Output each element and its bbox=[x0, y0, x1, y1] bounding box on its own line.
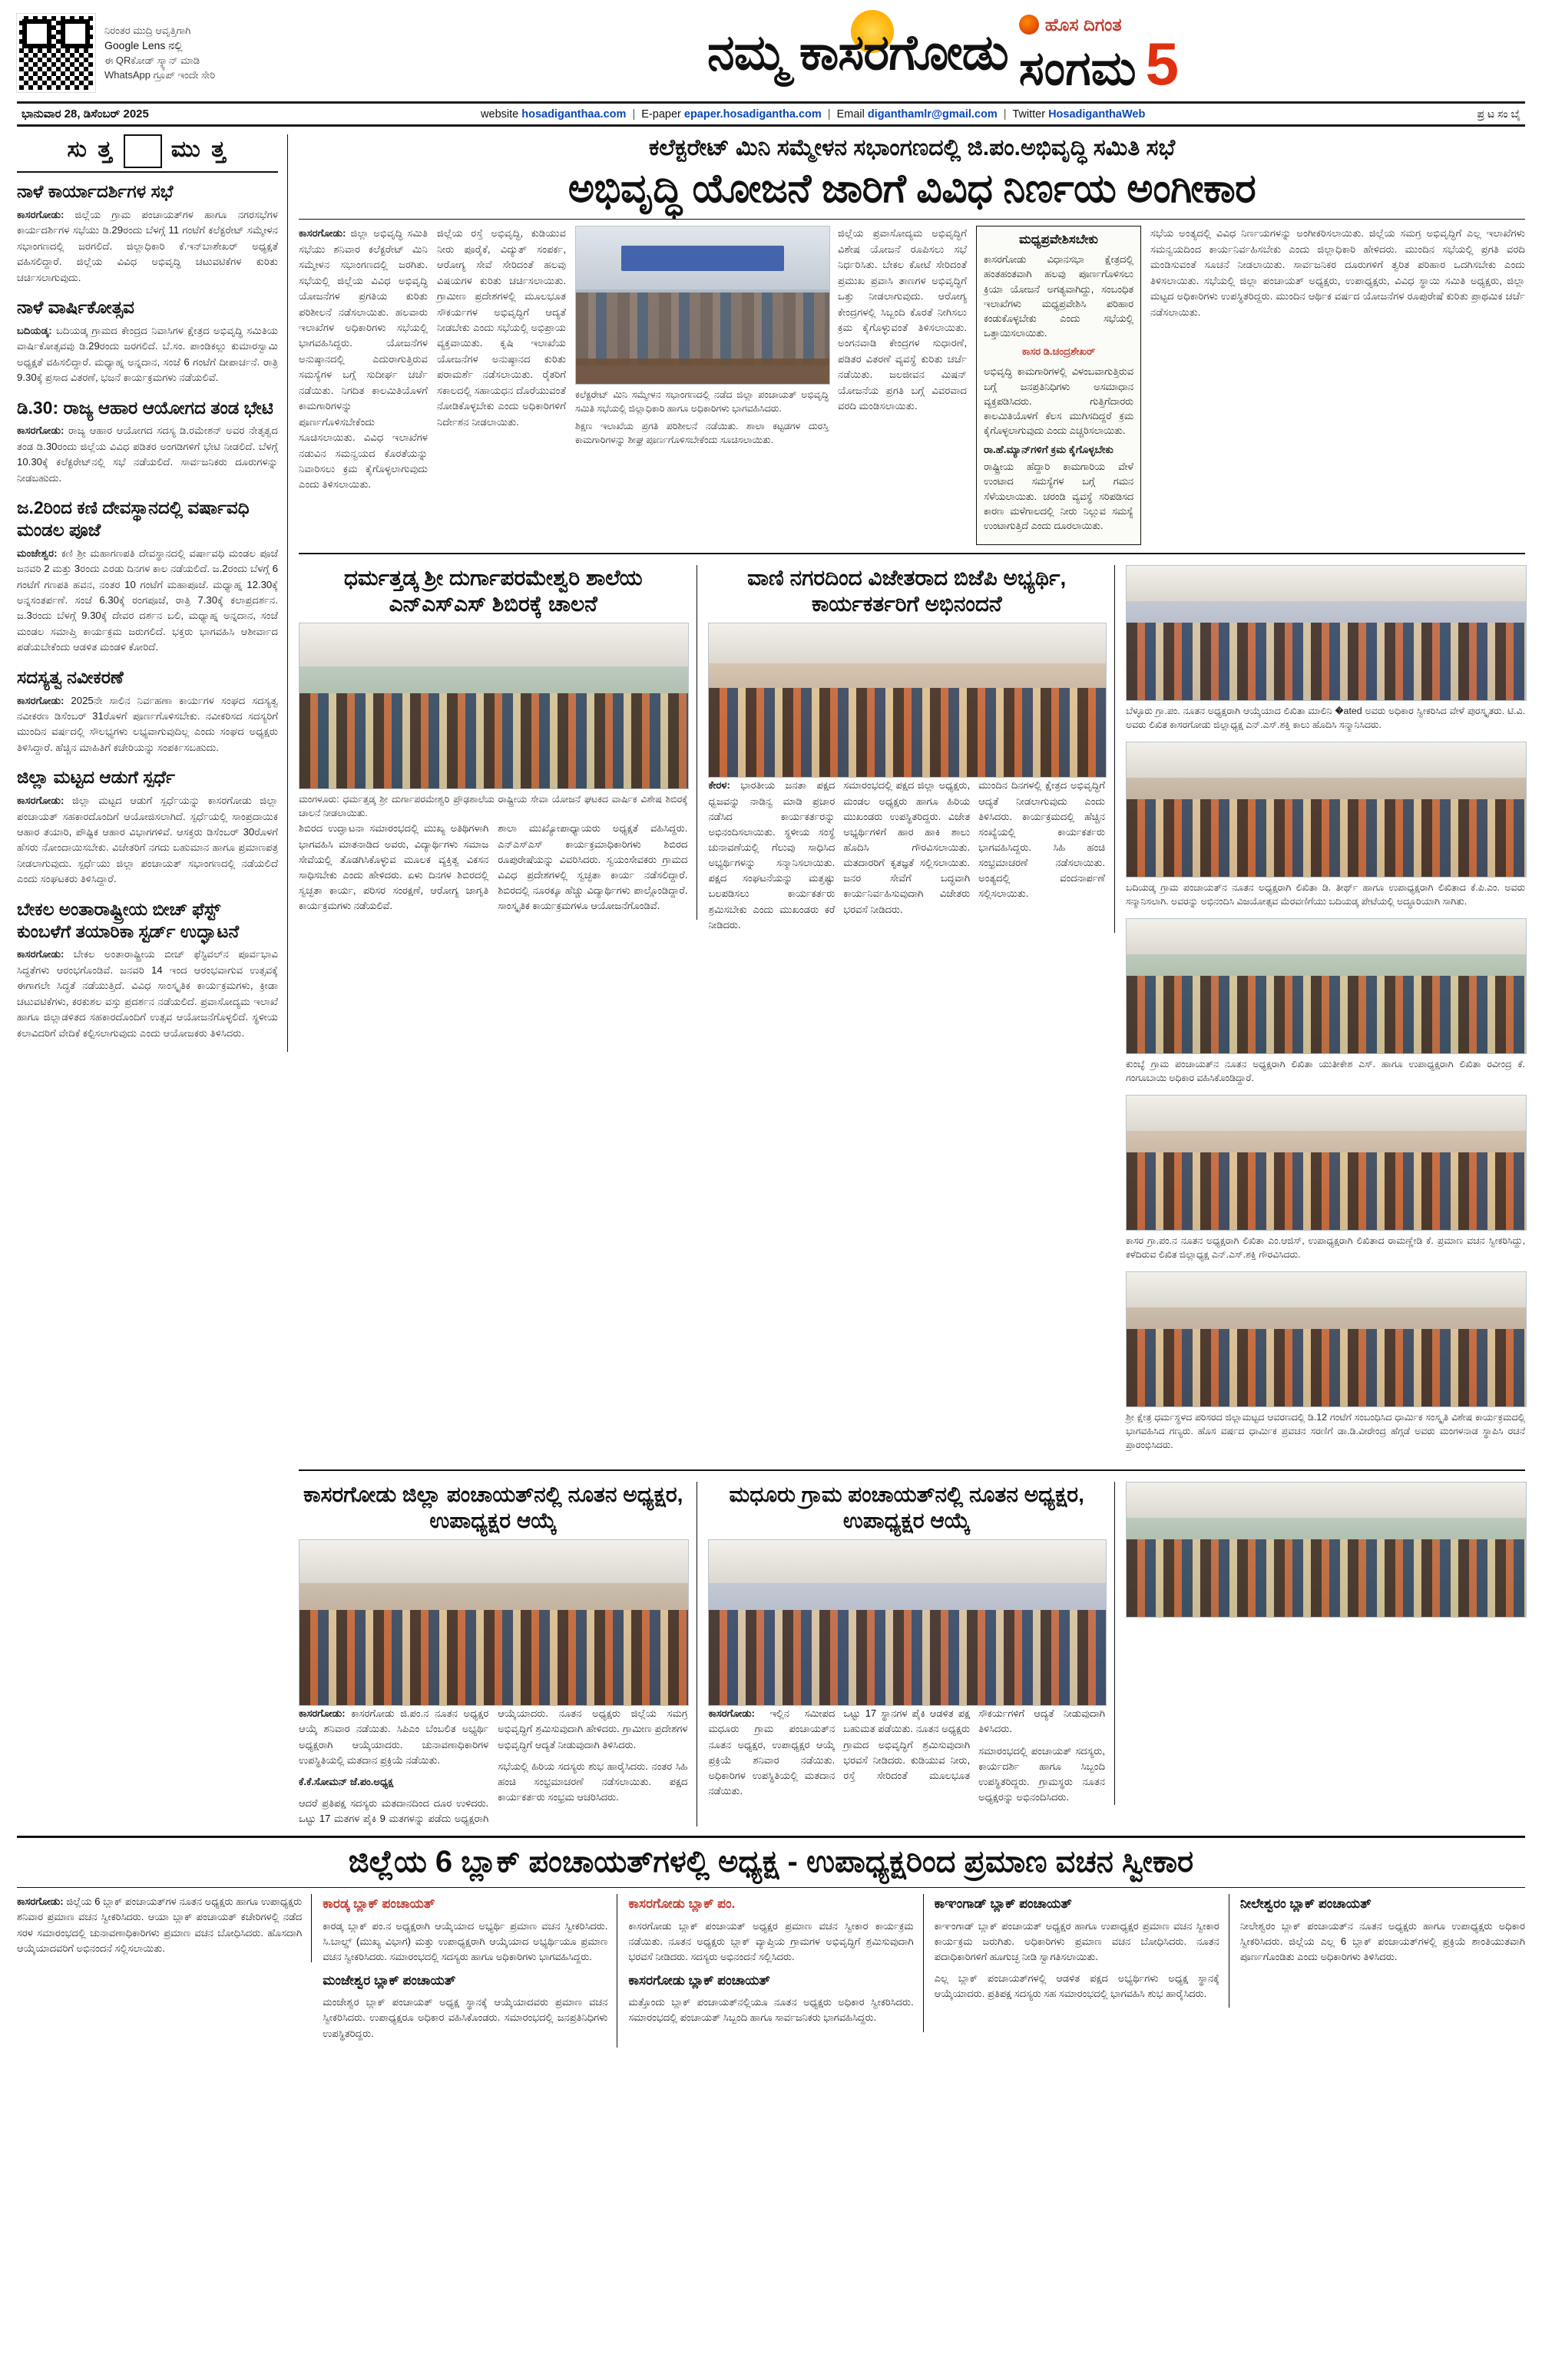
brief-body: ಜಿಲ್ಲಾ ಮಟ್ಟದ ಆಡುಗೆ ಸ್ಪರ್ಧೆಯನ್ನು ಕಾಸರಗೋಡು ಜಿಲ್ಲಾ ಪಂಚಾಯತ್ ಸಹಕಾರದೊಂದಿಗೆ ಆಯೋಜಿಸಲಾಗಿದೆ. ಸ್ಪರ್ಧೆಯಲ್ಲಿ ಸಾಂಪ್ರದಾಯಿಕ ಆಹಾರ ತಯಾರಿ, ಪೌಷ್ಟಿಕ ಆಹಾರ ವಿಭಾಗಗಳಿವೆ. ಆಸಕ್ತರು ಡಿಸೆಂಬರ್ 30ರೊಳಗೆ ಹೆಸರು ನೋಂದಾಯಿಸಬೇಕು. ವಿಜೇತರಿಗೆ ನಗದು ಬಹುಮಾನ ಹಾಗೂ ಪ್ರಮಾಣಪತ್ರ ನೀಡಲಾಗುವುದು. ಸ್ಪರ್ಧೆಯು ಜಿಲ್ಲಾ ಪಂಚಾಯತ್ ಸಭಾಂಗಣದಲ್ಲಿ ನಡೆಯಲಿದೆ ಎಂದು ಸಂಘಟಕರು ತಿಳಿಸಿದ್ದಾರೆ. bbox=[17, 795, 278, 885]
story-para-1: ಇಲ್ಲಿನ ಸಮೀಪದ ಮಧೂರು ಗ್ರಾಮ ಪಂಚಾಯತ್‌ನ ನೂತನ ಅಧ್ಯಕ್ಷರ, ಉಪಾಧ್ಯಕ್ಷರ ಆಯ್ಕೆ ಪ್ರಕ್ರಿಯೆ ಶನಿವಾರ ನಡೆಯಿತು. ಅಧಿಕಾರಿಗಳ ಉಪಸ್ಥಿತಿಯಲ್ಲಿ ಮತದಾನ ನಡೆಯಿತು. bbox=[708, 1707, 836, 1797]
bottom-column-3 bbox=[628, 1894, 923, 2031]
story-headline: ಕಾಸರಗೋಡು ಜಿಲ್ಲಾ ಪಂಚಾಯತ್‌ನಲ್ಲಿ ನೂತನ ಅಧ್ಯಕ್ಷರ, ಉಪಾಧ್ಯಕ್ಷರ ಆಯ್ಕೆ bbox=[303, 1483, 683, 1532]
brief-heading: ಜಿಲ್ಲಾ ಮಟ್ಟದ ಆಡುಗೆ ಸ್ಪರ್ಧೆ bbox=[17, 767, 175, 788]
bottom-story[interactable] bbox=[17, 1844, 1525, 2048]
list-item[interactable] bbox=[1126, 918, 1525, 1086]
story-body bbox=[708, 1706, 1105, 1805]
photo-caption: ಬೆಳ್ಳೂರು ಗ್ರಾ.ಪಂ. ನೂತನ ಅಧ್ಯಕ್ಷರಾಗಿ ಆಯ್ಕೆಯಾದ ಲಿಖಿತಾ ಮಾಲಿನಿ �ated ಅವರು ಅಧಿಕಾರ ಸ್ವೀಕರಿಸಿದ ವೇಳೆ ಪುರಸ್ಕೃತರು. ಟಿ.ವಿ. ಅವರು ಲಿಖಿತ ಕಾಸರಗೋಡು ಜಿಲ್ಲಾಧ್ಯಕ್ಷ ಎನ್.ಎಸ್.ಶಕ್ತಿ ಕಾಲು ಹೊದಿಸಿ ಸನ್ಮಾನಿಸಿದರು. bbox=[1126, 706, 1525, 731]
block-text: ಮತ್ತೊಂದು ಬ್ಲಾಕ್ ಪಂಚಾಯತ್‌ನಲ್ಲಿಯೂ ನೂತನ ಅಧ್ಯಕ್ಷರು ಅಧಿಕಾರ ಸ್ವೀಕರಿಸಿದರು. ಸಮಾರಂಭದಲ್ಲಿ ಪಂಚಾಯತ್ ಸಿಬ್ಬಂದಿ ಹಾಗೂ ಸಾರ್ವಜನಿಕರು ಭಾಗವಹಿಸಿದ್ದರು. bbox=[628, 1996, 914, 2024]
photo-caption: ಕಾಸರ ಗ್ರಾ.ಪಂ.ನ ನೂತನ ಅಧ್ಯಕ್ಷರಾಗಿ ಲಿಖಿತಾ ಎಂ.ಆಜಿಸ್, ಉಪಾಧ್ಯಕ್ಷರಾಗಿ ಲಿಖಿತಾದ ರಾಮಣ್ಣೇಡಿ ಕೆ. ಪ್ರಮಾಣ ವಚನ ಸ್ವೀಕರಿಸಿದ್ದು, ಕಳೆದಿರುವ ಲಿಖಿತ ಜಿಲ್ಲಾಧ್ಯಕ್ಷ ಎನ್.ಎಸ್.ಶಕ್ತಿ ಗೌರವಿಸಿದರು. bbox=[1126, 1235, 1525, 1261]
story-headline: ವಾಣಿ ನಗರದಿಂದ ವಿಜೇತರಾದ ಬಿಜೆಪಿ ಅಭ್ಯರ್ಥಿ, ಕಾರ್ಯಕರ್ತರಿಗೆ ಅಭಿನಂದನೆ bbox=[747, 566, 1067, 616]
epaper-label: E-paper bbox=[641, 107, 681, 121]
brief-heading: ನಾಳೆ ವಾರ್ಷಿಕೋತ್ಸವ bbox=[17, 297, 134, 318]
brief-dateline: ಮಂಜೇಶ್ವರ: bbox=[17, 547, 58, 559]
box-para-2: ರಾಷ್ಟ್ರೀಯ ಹೆದ್ದಾರಿ ಕಾಮಗಾರಿಯ ವೇಳೆ ಉಂಟಾದ ಸಮಸ್ಯೆಗಳ ಬಗ್ಗೆ ಗಮನ ಸೆಳೆಯಲಾಯಿತು. ಚರಂಡಿ ವ್ಯವಸ್ಥೆ ಸರಿಪಡಿಸದ ಕಾರಣ ಮಳೆಗಾಲದಲ್ಲಿ ನೀರು ನಿಲ್ಲುವ ಸಮಸ್ಯೆ ಉಂಟಾಗುತ್ತಿದೆ ಎಂದು ದೂರಲಾಯಿತು. bbox=[984, 461, 1133, 532]
bottom-column-4 bbox=[935, 1894, 1229, 2008]
flame-icon bbox=[1019, 15, 1039, 35]
bottom-columns bbox=[17, 1894, 1525, 2048]
block-text: ಕಾಞಂಗಾಡ್ ಬ್ಲಾಕ್ ಪಂಚಾಯತ್ ಅಧ್ಯಕ್ಷರ ಹಾಗೂ ಉಪಾಧ್ಯಕ್ಷರ ಪ್ರಮಾಣ ವಚನ ಸ್ವೀಕಾರ ಕಾರ್ಯಕ್ರಮ ಜರುಗಿತು. ಅಧಿಕಾರಿಗಳು ಪ್ರಮಾಣ ವಚನ ಬೋಧಿಸಿದರು. ನೂತನ ಪದಾಧಿಕಾರಿಗಳಿಗೆ ಹೂಗುಚ್ಛ ನೀಡಿ ಸ್ವಾಗತಿಸಲಾಯಿತು. bbox=[934, 1919, 1219, 1962]
brand-block bbox=[1018, 14, 1180, 98]
block-title: ಮಂಜೇಶ್ವರ ಬ್ಲಾಕ್ ಪಂಚಾಯತ್ bbox=[323, 1973, 456, 1988]
brief-text bbox=[17, 423, 278, 486]
twitter-label: Twitter bbox=[1012, 107, 1046, 121]
brief-heading: ನಾಳೆ ಕಾರ್ಯಾದರ್ಶಿಗಳ ಸಭೆ bbox=[17, 181, 174, 201]
qr-block bbox=[17, 14, 347, 92]
felicitation-photo bbox=[1126, 565, 1527, 701]
brief-dateline: ಕಾಸರಗೋಡು: bbox=[17, 208, 65, 220]
block-title: ಕಾಸರಗೋಡು ಬ್ಲಾಕ್ ಪಂಚಾಯತ್ bbox=[628, 1973, 770, 1988]
block-text: ಕಾರಡ್ಕ ಬ್ಲಾಕ್ ಪಂ.ನ ಅಧ್ಯಕ್ಷರಾಗಿ ಆಯ್ಕೆಯಾದ ಅಭ್ಯರ್ಥಿ ಪ್ರಮಾಣ ವಚನ ಸ್ವೀಕರಿಸಿದರು. ಸಿ.ಬಾಲ್ಡ್ (ಮುಖ್ಯ ವಿಭಾಗ) ಮತ್ತು ಉಪಾಧ್ಯಕ್ಷರಾಗಿ ಆಯ್ಕೆಯಾದ ಅಭ್ಯರ್ಥಿಯೂ ಪ್ರಮಾಣ ವಚನ ಸ್ವೀಕರಿಸಿದರು. ಸಮಾರಂಭದಲ್ಲಿ ಸದಸ್ಯರು ಹಾಗೂ ಅಧಿಕಾರಿಗಳು ಭಾಗವಹಿಸಿದ್ದರು. bbox=[323, 1919, 608, 1962]
brief-text bbox=[17, 207, 278, 286]
stage-photo bbox=[299, 623, 689, 789]
lead-col2-text: ಜಿಲ್ಲೆಯ ರಸ್ತೆ ಅಭಿವೃದ್ಧಿ, ಕುಡಿಯುವ ನೀರು ಪೂರೈಕೆ, ವಿದ್ಯುತ್ ಸಂಪರ್ಕ, ಆರೋಗ್ಯ ಸೇವೆ ಸೇರಿದಂತೆ ಹಲವು ವಿಷಯಗಳ ಕುರಿತು ಚರ್ಚಿಸಲಾಯಿತು. ಗ್ರಾಮೀಣ ಪ್ರದೇಶಗಳಲ್ಲಿ ಮೂಲಭೂತ ಸೌಕರ್ಯಗಳ ಅಭಿವೃದ್ಧಿಗೆ ಆದ್ಯತೆ ನೀಡಬೇಕು ಎಂದು ಸಭೆಯಲ್ಲಿ ಅಭಿಪ್ರಾಯ ವ್ಯಕ್ತವಾಯಿತು. ಕೃಷಿ ಇಲಾಖೆಯ ಯೋಜನೆಗಳ ಅನುಷ್ಠಾನದ ಕುರಿತು ಪರಾಮರ್ಶೆ ನಡೆಸಲಾಯಿತು. ರೈತರಿಗೆ ಸಕಾಲದಲ್ಲಿ ಸಹಾಯಧನ ದೊರೆಯುವಂತೆ ನೋಡಿಕೊಳ್ಳಬೇಕು ಎಂದು ಅಧಿಕಾರಿಗಳಿಗೆ ನಿರ್ದೇಶನ ನೀಡಲಾಯಿತು. bbox=[437, 227, 566, 428]
council-photo bbox=[708, 1539, 1107, 1706]
brief-heading: ಬೇಕಲ ಅಂತಾರಾಷ್ಟ್ರೀಯ ಬೀಚ್ ಫೆಸ್ಟ್ ಕುಂಬಳೆಗೆ ತಯಾರಿಕಾ ಸ್ಟರ್ಡ್ ಉದ್ಘಾಟನೆ bbox=[17, 898, 240, 941]
mid-section bbox=[299, 565, 1525, 1462]
bottom-column-2 bbox=[323, 1894, 617, 2048]
block-title: ಕಾಞಂಗಾಡ್ ಬ್ಲಾಕ್ ಪಂಚಾಯತ್ bbox=[934, 1896, 1072, 1912]
divider bbox=[17, 1836, 1525, 1838]
brief-heading: ಜ.2ರಿಂದ ಕಣಿ ದೇವಸ್ಥಾನದಲ್ಲಿ ವರ್ಷಾವಧಿ ಮಂಡಲ ಪೂಜೆ bbox=[17, 497, 250, 540]
box-para-1: ಅಭಿವೃದ್ಧಿ ಕಾಮಗಾರಿಗಳಲ್ಲಿ ವಿಳಂಬವಾಗುತ್ತಿರುವ ಬಗ್ಗೆ ಜನಪ್ರತಿನಿಧಿಗಳು ಅಸಮಾಧಾನ ವ್ಯಕ್ತಪಡಿಸಿದರು. ಗುತ್ತಿಗೆದಾರರು ಕಾಲಮಿತಿಯೊಳಗೆ ಕೆಲಸ ಮುಗಿಸದಿದ್ದರೆ ಕ್ರಮ ಕೈಗೊಳ್ಳಲಾಗುವುದು ಎಂದು ಎಚ್ಚರಿಸಲಾಯಿತು. bbox=[984, 365, 1133, 437]
brief-dateline: ಕಾಸರಗೋಡು: bbox=[17, 795, 65, 807]
page-body bbox=[17, 134, 1525, 1826]
lead-column-1 bbox=[299, 226, 428, 545]
story-headline: ಮಧೂರು ಗ್ರಾಮ ಪಂಚಾಯತ್‌ನಲ್ಲಿ ನೂತನ ಅಧ್ಯಕ್ಷರ, ಉಪಾಧ್ಯಕ್ಷರ ಆಯ್ಕೆ bbox=[729, 1483, 1084, 1532]
email-label: Email bbox=[836, 107, 865, 121]
story-para-2: ಸಮಾರಂಭದಲ್ಲಿ ಪಕ್ಷದ ಜಿಲ್ಲಾ ಅಧ್ಯಕ್ಷರು, ಮಂಡಲ ಅಧ್ಯಕ್ಷರು ಹಾಗೂ ಹಿರಿಯ ಮುಖಂಡರು ಉಪಸ್ಥಿತರಿದ್ದರು. ವಿಜೇತ ಅಭ್ಯರ್ಥಿಗಳಿಗೆ ಹಾರ ಹಾಕಿ ಶಾಲು ಹೊದಿಸಿ ಗೌರವಿಸಲಾಯಿತು. ಮತದಾರರಿಗೆ ಕೃತಜ್ಞತೆ ಸಲ್ಲಿಸಲಾಯಿತು. ಜನರ ಸೇವೆಗೆ ಬದ್ಧವಾಗಿ ಕಾರ್ಯನಿರ್ವಹಿಸುವುದಾಗಿ ವಿಜೇತರು ಭರವಸೆ ನೀಡಿದರು. bbox=[843, 779, 971, 915]
story-body bbox=[708, 778, 1105, 932]
list-item[interactable] bbox=[17, 497, 278, 656]
story-para-2: ಒಟ್ಟು 17 ಸ್ಥಾನಗಳ ಪೈಕಿ ಆಡಳಿತ ಪಕ್ಷ ಬಹುಮತ ಪಡೆಯಿತು. ನೂತನ ಅಧ್ಯಕ್ಷರು ಗ್ರಾಮದ ಅಭಿವೃದ್ಧಿಗೆ ಶ್ರಮಿಸುವುದಾಗಿ ಭರವಸೆ ನೀಡಿದರು. ಕುಡಿಯುವ ನೀರು, ರಸ್ತೆ ಸೇರಿದಂತೆ ಮೂಲಭೂತ ಸೌಕರ್ಯಗಳಿಗೆ ಆದ್ಯತೆ ನೀಡುವುದಾಗಿ ತಿಳಿಸಿದರು. bbox=[843, 1707, 1105, 1781]
publication-date: ಭಾನುವಾರ 28, ಡಿಸೆಂಬರ್ 2025 bbox=[22, 107, 149, 121]
brand-top-label: ಹೊಸ ದಿಗಂತ bbox=[1044, 14, 1122, 35]
brief-text bbox=[17, 323, 278, 386]
speech-photo bbox=[299, 1539, 689, 1706]
story-zp-president[interactable] bbox=[299, 1482, 697, 1826]
brief-body: ಬೇಕಲ ಅಂತಾರಾಷ್ಟ್ರೀಯ ಬೀಚ್ ಫೆಸ್ಟಿವಲ್‌ನ ಪೂರ್ವಭಾವಿ ಸಿದ್ಧತೆಗಳು ಆರಂಭಗೊಂಡಿವೆ. ಜನವರಿ 14 ಇಂದ ಆರಂಭವಾಗುವ ಉತ್ಸವಕ್ಕೆ ಈಗಾಗಲೇ ಸಿದ್ಧತೆ ನಡೆಯುತ್ತಿದೆ. ವಿವಿಧ ಸಾಂಸ್ಕೃತಿಕ ಕಾರ್ಯಕ್ರಮಗಳು, ಕ್ರೀಡಾ ಚಟುವಟಿಕೆಗಳು, ಕರಕುಶಲ ವಸ್ತು ಪ್ರದರ್ಶನ ನಡೆಯಲಿದೆ. ಪ್ರವಾಸೋದ್ಯಮ ಇಲಾಖೆ ಹಾಗೂ ಜಿಲ್ಲಾಡಳಿತದ ಸಹಕಾರದೊಂದಿಗೆ ಉತ್ಸವ ಆಯೋಜನೆಗೊಳ್ಳಲಿದೆ. ಸ್ಥಳೀಯ ಕಲಾವಿದರಿಗೆ ವೇದಿಕೆ ಕಲ್ಪಿಸಲಾಗುವುದು ಎಂದು ಆಯೋಜಕರು ತಿಳಿಸಿದರು. bbox=[17, 948, 278, 1039]
lead-kicker: ಕಲೆಕ್ಟರೇಟ್ ಮಿನಿ ಸಮ್ಮೇಳನ ಸಭಾಂಗಣದಲ್ಲಿ ಜಿ.ಪಂ.ಅಭಿವೃದ್ಧಿ ಸಮಿತಿ ಸಭೆ bbox=[648, 135, 1176, 160]
brief-body: ಕಣಿ ಶ್ರೀ ಮಹಾಗಣಪತಿ ದೇವಸ್ಥಾನದಲ್ಲಿ ವರ್ಷಾವಧಿ ಮಂಡಲ ಪೂಜೆ ಜನವರಿ 2 ಮತ್ತು 3ರಂದು ಎರಡು ದಿನಗಳ ಕಾಲ ನಡೆಯಲಿದೆ. ಜ.2ರಂದು ಬೆಳಗ್ಗೆ 6 ಗಂಟೆಗೆ ಗಣಪತಿ ಹವನ, ನಂತರ 10 ಗಂಟೆಗೆ ಮಹಾಪೂಜೆ. ಮಧ್ಯಾಹ್ನ 12.30ಕ್ಕೆ ಅನ್ನಸಂತರ್ಪಣೆ. ಸಂಜೆ 6.30ಕ್ಕೆ ರಂಗಪೂಜೆ, ರಾತ್ರಿ 7.30ಕ್ಕೆ ಕಲಾಪ್ರದರ್ಶನ. ಜ.3ರಂದು ಬೆಳಗ್ಗೆ 9.30ಕ್ಕೆ ದೇವರ ದರ್ಶನ ಬಲಿ, ಮಧ್ಯಾಹ್ನ ಅನ್ನದಾನ, ಸಂಜೆ ಮಂಡಲ ಸಮಾಪ್ತಿ ಕಾರ್ಯಕ್ರಮ ಜರುಗಲಿದೆ. ಭಕ್ತರು ಭಾಗವಹಿಸಿ ಆಶೀರ್ವಾದ ಪಡೆಯಬೇಕೆಂದು ಆಡಳಿತ ಮಂಡಳಿ ಕೋರಿದೆ. bbox=[17, 547, 278, 653]
lead-col1-text: ಜಿಲ್ಲಾ ಅಭಿವೃದ್ಧಿ ಸಮಿತಿ ಸಭೆಯು ಶನಿವಾರ ಕಲೆಕ್ಟರೇಟ್ ಮಿನಿ ಸಮ್ಮೇಳನ ಸಭಾಂಗಣದಲ್ಲಿ ಜರಗಿತು. ಸಭೆಯಲ್ಲಿ ಜಿಲ್ಲೆಯ ವಿವಿಧ ಅಭಿವೃದ್ಧಿ ಯೋಜನೆಗಳ ಪ್ರಗತಿಯ ಕುರಿತು ಪರಿಶೀಲನೆ ನಡೆಸಲಾಯಿತು. ಹಲವಾರು ಇಲಾಖೆಗಳ ಅಧಿಕಾರಿಗಳು ಸಭೆಯಲ್ಲಿ ಭಾಗವಹಿಸಿದ್ದರು. ಯೋಜನೆಗಳ ಅನುಷ್ಠಾನದಲ್ಲಿ ಎದುರಾಗುತ್ತಿರುವ ಸಮಸ್ಯೆಗಳ ಬಗ್ಗೆ ಸುದೀರ್ಘ ಚರ್ಚೆ ನಡೆಯಿತು. ನಿಗದಿತ ಕಾಲಮಿತಿಯೊಳಗೆ ಕಾಮಗಾರಿಗಳನ್ನು ಪೂರ್ಣಗೊಳಿಸಬೇಕೆಂದು ಸೂಚಿಸಲಾಯಿತು. ವಿವಿಧ ಇಲಾಖೆಗಳ ನಡುವಿನ ಸಮನ್ವಯದ ಕೊರತೆಯನ್ನು ನಿವಾರಿಸಲು ಕ್ರಮ ಕೈಗೊಳ್ಳಲಾಗುವುದು ಎಂದು ತಿಳಿಸಲಾಯಿತು. bbox=[299, 227, 428, 491]
block-title: ಕಾಸರಗೋಡು ಬ್ಲಾಕ್ ಪಂ. bbox=[628, 1896, 736, 1912]
highlight-box bbox=[976, 226, 1141, 545]
list-item[interactable] bbox=[17, 666, 278, 756]
brand-top bbox=[1019, 15, 1122, 35]
sangama-label: ಸಂಗಮ bbox=[1018, 41, 1137, 95]
block-text: ಮಂಜೇಶ್ವರ ಬ್ಲಾಕ್ ಪಂಚಾಯತ್ ಅಧ್ಯಕ್ಷ ಸ್ಥಾನಕ್ಕೆ ಆಯ್ಕೆಯಾದವರು ಪ್ರಮಾಣ ವಚನ ಸ್ವೀಕರಿಸಿದರು. ಉಪಾಧ್ಯಕ್ಷರೂ ಅಧಿಕಾರ ವಹಿಸಿಕೊಂಡರು. ಸಮಾರಂಭದಲ್ಲಿ ಜನಪ್ರತಿನಿಧಿಗಳು ಉಪಸ್ಥಿತರಿದ್ದರು. bbox=[323, 1996, 608, 2039]
website-url[interactable]: hosadiganthaa.com bbox=[521, 107, 627, 121]
qr-line-1: ನಿರಂತರ ಮುದ್ರಿ ಆವೃತ್ತಿಗಾಗಿ bbox=[104, 24, 191, 36]
block-title: ಕಾರಡ್ಕ ಬ್ಲಾಕ್ ಪಂಚಾಯತ್ bbox=[323, 1896, 435, 1912]
story-para-1: ಕಾಸರಗೋಡು ಜಿ.ಪಂ.ನ ನೂತನ ಅಧ್ಯಕ್ಷರ ಆಯ್ಕೆ ಶನಿವಾರ ನಡೆಯಿತು. ಸಿಪಿಎಂ ಬೆಂಬಲಿತ ಅಭ್ಯರ್ಥಿ ಅಧ್ಯಕ್ಷರಾಗಿ ಆಯ್ಕೆಯಾದರು. ಚುನಾವಣಾಧಿಕಾರಿಗಳ ಉಪಸ್ಥಿತಿಯಲ್ಲಿ ಮತದಾನ ಪ್ರಕ್ರಿಯೆ ನಡೆಯಿತು. bbox=[299, 1707, 489, 1766]
brief-text bbox=[17, 546, 278, 656]
brief-text bbox=[17, 947, 278, 1041]
box-intro: ಕಾಸರಗೋಡು ವಿಧಾನಸಭಾ ಕ್ಷೇತ್ರದಲ್ಲಿ ಹಂತಹಂತವಾಗಿ ಹಲವು ಪೂರ್ಣಗೊಳಿಸಲು ಕ್ರಿಯಾ ಯೋಜನೆ ಅಗತ್ಯವಾಗಿದ್ದು, ಸಂಬಂಧಿತ ಇಲಾಖೆಗಳು ಮಧ್ಯಪ್ರವೇಶಿಸಿ ಪರಿಹಾರ ಕಂಡುಕೊಳ್ಳಬೇಕು ಎಂದು ಸಭೆಯಲ್ಲಿ ಒತ್ತಾಯಿಸಲಾಯಿತು. bbox=[984, 253, 1133, 339]
lead-column-4 bbox=[1150, 226, 1525, 545]
lead-photo-block bbox=[575, 226, 829, 545]
block-text: ನೀಲೇಶ್ವರಂ ಬ್ಲಾಕ್ ಪಂಚಾಯತ್‌ನ ನೂತನ ಅಧ್ಯಕ್ಷರು ಹಾಗೂ ಉಪಾಧ್ಯಕ್ಷರು ಅಧಿಕಾರ ಸ್ವೀಕರಿಸಿದರು. ಜಿಲ್ಲೆಯ ಎಲ್ಲ 6 ಬ್ಲಾಕ್ ಪಂಚಾಯತ್‌ಗಳಲ್ಲಿ ಪ್ರಕ್ರಿಯೆ ಶಾಂತಿಯುತವಾಗಿ ಪೂರ್ಣಗೊಂಡಿತು ಎಂದು ಅಧಿಕಾರಿಗಳು ತಿಳಿಸಿದರು. bbox=[1239, 1919, 1526, 1962]
main-content-column bbox=[299, 134, 1525, 1826]
list-item[interactable] bbox=[1126, 1271, 1525, 1453]
divider bbox=[299, 553, 1525, 554]
story-para-3: ಸಭೆಯಲ್ಲಿ ಹಿರಿಯ ಸದಸ್ಯರು ಶುಭ ಹಾರೈಸಿದರು. ನಂತರ ಸಿಹಿ ಹಂಚಿ ಸಂಭ್ರಮಾಚರಣೆ ನಡೆಸಲಾಯಿತು. ಪಕ್ಷದ ಕಾರ್ಯಕರ್ತರು ಸಂಭ್ರಮ ಆಚರಿಸಿದರು. bbox=[498, 1760, 688, 1803]
story-headline: ಧರ್ಮತ್ತಡ್ಕ ಶ್ರೀ ದುರ್ಗಾಪರಮೇಶ್ವರಿ ಶಾಲೆಯ ಎನ್‌ಎಸ್‌ಎಸ್ ಶಿಬಿರಕ್ಕೆ ಚಾಲನೆ bbox=[343, 566, 643, 616]
story-nss-camp[interactable] bbox=[299, 565, 697, 920]
photo-caption: ಶ್ರೀ ಕ್ಷೇತ್ರ ಧರ್ಮಸ್ಥಳದ ಪರಿಸರದ ಜಿಲ್ಲಾಮಟ್ಟದ ಆವರಣದಲ್ಲಿ ಡಿ.12 ಗಂಟೆಗೆ ಸಂಬಂಧಿಸಿದ ಧಾರ್ಮಿಕ ಸಂಸ್ಕೃತಿ ವಿಶೇಷ ಕಾರ್ಯಕ್ರಮದಲ್ಲಿ ಭಾಗವಹಿಸಿದ ಗಣ್ಯರು. ಹೊಸ ವರ್ಷದ ಧಾರ್ಮಿಕ ಪ್ರವಚನ ಸರಣಿಗೆ ಡಾ.ಡಿ.ವೀರೇಂದ್ರ ಹೆಗ್ಗಡೆ ಅವರು ಮಂಗಳನಾಡ ಸ್ಥಾಪಿಸಿ ರಚನೆ ಪ್ರಾರಂಭಿಸಿದರು. bbox=[1126, 1412, 1525, 1451]
group-photo-2 bbox=[1126, 1482, 1527, 1618]
lead-col4-text: ಸಭೆಯ ಅಂತ್ಯದಲ್ಲಿ ವಿವಿಧ ನಿರ್ಣಯಗಳನ್ನು ಅಂಗೀಕರಿಸಲಾಯಿತು. ಜಿಲ್ಲೆಯ ಸಮಗ್ರ ಅಭಿವೃದ್ಧಿಗೆ ಎಲ್ಲ ಇಲಾಖೆಗಳು ಸಮನ್ವಯದಿಂದ ಕಾರ್ಯನಿರ್ವಹಿಸಬೇಕು ಎಂದು ಜಿಲ್ಲಾಧಿಕಾರಿ ಹೇಳಿದರು. ಮುಂದಿನ ಸಭೆಯಲ್ಲಿ ಪ್ರಗತಿ ವರದಿ ಮಂಡಿಸುವಂತೆ ಸೂಚನೆ ನೀಡಲಾಯಿತು. ಸಾರ್ವಜನಿಕರ ದೂರುಗಳಿಗೆ ತ್ವರಿತ ಪರಿಹಾರ ಒದಗಿಸಬೇಕು ಎಂದು ತಿಳಿಸಲಾಯಿತು. ಸಭೆಯಲ್ಲಿ ಜಿಲ್ಲಾ ಪಂಚಾಯತ್ ಅಧ್ಯಕ್ಷರು, ಉಪಾಧ್ಯಕ್ಷರು, ವಿವಿಧ ಸ್ಥಾಯಿ ಸಮಿತಿ ಅಧ್ಯಕ್ಷರು, ಜಿಲ್ಲಾ ಮಟ್ಟದ ಅಧಿಕಾರಿಗಳು ಉಪಸ್ಥಿತರಿದ್ದರು. ಮುಂದಿನ ಆರ್ಥಿಕ ವರ್ಷದ ಯೋಜನೆಗಳ ರೂಪುರೇಷೆ ಕುರಿತು ಪ್ರಾಥಮಿಕ ಚರ್ಚೆ ನಡೆಸಲಾಯಿತು. bbox=[1150, 227, 1525, 318]
brief-dateline: ಬದಿಯಡ್ಕ: bbox=[17, 324, 52, 336]
bottom-column-5 bbox=[1240, 1894, 1525, 1971]
block-text: ಕಾಸರಗೋಡು ಬ್ಲಾಕ್ ಪಂಚಾಯತ್ ಅಧ್ಯಕ್ಷರ ಪ್ರಮಾಣ ವಚನ ಸ್ವೀಕಾರ ಕಾರ್ಯಕ್ರಮ ನಡೆಯಿತು. ನೂತನ ಅಧ್ಯಕ್ಷರು ಬ್ಲಾಕ್ ವ್ಯಾಪ್ತಿಯ ಗ್ರಾಮಗಳ ಅಭಿವೃದ್ಧಿಗೆ ಶ್ರಮಿಸುವುದಾಗಿ ಭರವಸೆ ನೀಡಿದರು. ಸದಸ್ಯರು ಅಭಿನಂದನೆ ಸಲ್ಲಿಸಿದರು. bbox=[628, 1919, 914, 1962]
epaper-url[interactable]: epaper.hosadigantha.com bbox=[683, 107, 822, 121]
brand-main bbox=[1018, 29, 1180, 98]
brief-body: ಜಿಲ್ಲೆಯ ಗ್ರಾಮ ಪಂಚಾಯತ್‌ಗಳ ಹಾಗೂ ನಗರಸಭೆಗಳ ಕಾರ್ಯದರ್ಶಿಗಳ ಸಭೆಯು ಡಿ.29ರಂದು ಬೆಳಗ್ಗೆ 11 ಗಂಟೆಗೆ ಕಲೆಕ್ಟರೇಟ್ ಸಮ್ಮೇಳನ ಸಭಾಂಗಣದಲ್ಲಿ ಜರಗಲಿದೆ. ಜಿಲ್ಲಾಧಿಕಾರಿ ಕೆ.ಇನ್‌ಬಾಶೇಖರ್ ಅಧ್ಯಕ್ಷತೆ ವಹಿಸಲಿದ್ದಾರೆ. ಜಿಲ್ಲೆಯ ವಿವಿಧ ಅಭಿವೃದ್ಧಿ ಚಟುವಟಿಕೆಗಳ ಕುರಿತು ಚರ್ಚಿಸಲಾಗುವುದು. bbox=[17, 208, 278, 283]
lead-sidebar-box bbox=[976, 226, 1141, 545]
procession-photo bbox=[1126, 742, 1527, 878]
photo-caption: ಕುಂಬ್ಳೆ ಗ್ರಾಮ ಪಂಚಾಯತ್‌ನ ನೂತನ ಅಧ್ಯಕ್ಷರಾಗಿ ಲಿಖಿತಾ ಯುತೀಕೇಶ ಎಸ್. ಹಾಗೂ ಉಪಾಧ್ಯಕ್ಷರಾಗಿ ಲಿಖಿತಾ ರವೀಂದ್ರ ಕೆ. ಗಂಗೂಬಾಯಿ ಅಧಿಕಾರ ವಹಿಸಿಕೊಂಡಿದ್ದಾರೆ. bbox=[1126, 1059, 1525, 1084]
block-extra: ಎಲ್ಲ ಬ್ಲಾಕ್ ಪಂಚಾಯತ್‌ಗಳಲ್ಲಿ ಆಡಳಿತ ಪಕ್ಷದ ಅಭ್ಯರ್ಥಿಗಳು ಅಧ್ಯಕ್ಷ ಸ್ಥಾನಕ್ಕೆ ಆಯ್ಕೆಯಾದರು. ಪ್ರತಿಪಕ್ಷ ಸದಸ್ಯರು ಸಹ ಸಮಾರಂಭದಲ್ಲಿ ಭಾಗವಹಿಸಿ ಶುಭ ಹಾರೈಸಿದರು. bbox=[934, 1972, 1219, 2000]
twitter-handle[interactable]: HosadiganthaWeb bbox=[1048, 107, 1146, 121]
bottom-intro: ಜಿಲ್ಲೆಯ 6 ಬ್ಲಾಕ್ ಪಂಚಾಯತ್‌ಗಳ ನೂತನ ಅಧ್ಯಕ್ಷರು ಹಾಗೂ ಉಪಾಧ್ಯಕ್ಷರು ಶನಿವಾರ ಪ್ರಮಾಣ ವಚನ ಸ್ವೀಕರಿಸಿದರು. ಆಯಾ ಬ್ಲಾಕ್ ಪಂಚಾಯತ್ ಕಚೇರಿಗಳಲ್ಲಿ ನಡೆದ ಸರಳ ಸಮಾರಂಭದಲ್ಲಿ ಚುನಾವಣಾಧಿಕಾರಿಗಳು ಪ್ರಮಾಣ ವಚನ ಬೋಧಿಸಿದರು. ಹೊಸದಾಗಿ ಆಯ್ಕೆಯಾದವರಿಗೆ ಅಭಿನಂದನೆ ಸಲ್ಲಿಸಲಾಯಿತು. bbox=[17, 1896, 303, 1954]
lead-body bbox=[299, 226, 1525, 545]
lead-dateline: ಕಾಸರಗೋಡು: bbox=[299, 227, 346, 240]
photo-caption: ಕಲೆಕ್ಟರೇಟ್ ಮಿನಿ ಸಮ್ಮೇಳನ ಸಭಾಂಗಣದಲ್ಲಿ ನಡೆದ ಜಿಲ್ಲಾ ಪಂಚಾಯತ್ ಅಭಿವೃದ್ಧಿ ಸಮಿತಿ ಸಭೆಯಲ್ಲಿ ಜಿಲ್ಲಾಧಿಕಾರಿ ಹಾಗೂ ಅಧಿಕಾರಿಗಳು ಭಾಗವಹಿಸಿದರು. bbox=[575, 389, 829, 415]
temple-event-photo bbox=[1126, 1271, 1527, 1407]
story-para-2: ಆದರೆ ಪ್ರತಿಪಕ್ಷ ಸದಸ್ಯರು ಮತದಾನದಿಂದ ದೂರ ಉಳಿದರು. ಒಟ್ಟು 17 ಮತಗಳ ಪೈಕಿ 9 ಮತಗಳನ್ನು ಪಡೆದು ಅಧ್ಯಕ್ಷರಾಗಿ ಆಯ್ಕೆಯಾದರು. ನೂತನ ಅಧ್ಯಕ್ಷರು ಜಿಲ್ಲೆಯ ಸಮಗ್ರ ಅಭಿವೃದ್ಧಿಗೆ ಶ್ರಮಿಸುವುದಾಗಿ ಹೇಳಿದರು. ಗ್ರಾಮೀಣ ಪ್ರದೇಶಗಳ ಅಭಿವೃದ್ಧಿಗೆ ಆದ್ಯತೆ ನೀಡುವುದಾಗಿ ತಿಳಿಸಿದರು. bbox=[299, 1707, 688, 1825]
bottom-dateline: ಕಾಸರಗೋಡು: bbox=[17, 1896, 64, 1908]
masthead-title bbox=[361, 14, 1525, 98]
qr-code-icon[interactable] bbox=[17, 14, 95, 92]
brief-body: ಬದಿಯಡ್ಕ ಗ್ರಾಮದ ಕೇಂದ್ರದ ನಿವಾಸಿಗಳ ಕ್ಷೇತ್ರದ ಅಭಿವೃದ್ಧಿ ಸಮಿತಿಯ ವಾರ್ಷಿಕೋತ್ಸವವು ಡಿ.29ರಂದು ಜರಗಲಿದೆ. ಬೆ.ಸಂ. ಪಾಂಡಿಕಲ್ಲು ಕುಮಾರಸ್ವಾಮಿ ಅಧ್ಯಕ್ಷತೆ ವಹಿಸಲಿದ್ದಾರೆ. ಮಧ್ಯಾಹ್ನ ಅನ್ನದಾನ, ಸಂಜೆ 6 ಗಂಟೆಗೆ ದೀಪಾರ್ಚನೆ. ರಾತ್ರಿ 9.30ಕ್ಕೆ ಪ್ರಸಾದ ವಿತರಣೆ, ಭಜನೆ ಕಾರ್ಯಕ್ರಮಗಳು ನಡೆಯಲಿವೆ. bbox=[17, 324, 278, 384]
info-bar bbox=[17, 101, 1525, 127]
photo-caption: ಮಂಗಳೂರು: ಧರ್ಮತ್ತಡ್ಕ ಶ್ರೀ ದುರ್ಗಾಪರಮೇಶ್ವರಿ ಪ್ರೌಢಶಾಲೆಯ ರಾಷ್ಟ್ರೀಯ ಸೇವಾ ಯೋಜನೆ ಘಟಕದ ವಾರ್ಷಿಕ ವಿಶೇಷ ಶಿಬಿರಕ್ಕೆ ಚಾಲನೆ ನೀಡಲಾಯಿತು. bbox=[299, 794, 688, 819]
bottom-column-1 bbox=[17, 1894, 312, 1962]
email-address[interactable]: diganthamlr@gmail.com bbox=[867, 107, 998, 121]
meeting-photo bbox=[575, 226, 830, 385]
paper-name: ನಮ್ಮ ಕಾಸರಗೋಡು bbox=[706, 25, 1008, 81]
brief-text bbox=[17, 793, 278, 888]
divider bbox=[299, 1469, 1525, 1471]
website-label: website bbox=[481, 107, 519, 121]
divider bbox=[299, 219, 1525, 220]
group-photo bbox=[708, 623, 1107, 778]
oath-photo bbox=[1126, 918, 1527, 1054]
story-para-2: ಶಾಲಾ ಮುಖ್ಯೋಪಾಧ್ಯಾಯರು ಅಧ್ಯಕ್ಷತೆ ವಹಿಸಿದ್ದರು. ಎನ್‌ಎಸ್‌ಎಸ್ ಕಾರ್ಯಕ್ರಮಾಧಿಕಾರಿಗಳು ಶಿಬಿರದ ರೂಪುರೇಷೆಯನ್ನು ವಿವರಿಸಿದರು. ಸ್ವಯಂಸೇವಕರು ಗ್ರಾಮದ ವಿವಿಧ ಪ್ರದೇಶಗಳಲ್ಲಿ ಸ್ವಚ್ಛತಾ ಕಾರ್ಯ ನಡೆಸಲಿದ್ದಾರೆ. ಶಿಬಿರದಲ್ಲಿ ನೂರಕ್ಕೂ ಹೆಚ್ಚು ವಿದ್ಯಾರ್ಥಿಗಳು ಪಾಲ್ಗೊಂಡಿದ್ದಾರೆ. ಸಾಂಸ್ಕೃತಿಕ ಕಾರ್ಯಕ್ರಮಗಳೂ ಆಯೋಜನೆಗೊಂಡಿವೆ. bbox=[498, 822, 688, 912]
story-para-3: ಸಮಾರಂಭದಲ್ಲಿ ಪಂಚಾಯತ್ ಸದಸ್ಯರು, ಕಾರ್ಯದರ್ಶಿ ಹಾಗೂ ಸಿಬ್ಬಂದಿ ಉಪಸ್ಥಿತರಿದ್ದರು. ಗ್ರಾಮಸ್ಥರು ನೂತನ ಅಧ್ಯಕ್ಷರನ್ನು ಅಭಿನಂದಿಸಿದರು. bbox=[978, 1744, 1105, 1803]
box-byline: ಕಾಸರ ಡಿ.ಚಂದ್ರಶೇಖರ್ bbox=[1021, 345, 1096, 358]
lead-column-3 bbox=[838, 226, 967, 545]
box-title: ಮಧ್ಯಪ್ರವೇಶಿಸಬೇಕು bbox=[1018, 233, 1099, 247]
brief-body: ರಾಜ್ಯ ಆಹಾರ ಆಯೋಗದ ಸದಸ್ಯ ಡಿ.ರಮೇಶನ್ ಅವರ ನೇತೃತ್ವದ ತಂಡ ಡಿ.30ರಂದು ಜಿಲ್ಲೆಯ ವಿವಿಧ ಪಡಿತರ ಅಂಗಡಿಗಳಿಗೆ ಭೇಟಿ ನೀಡಲಿದೆ. ಬೆಳಗ್ಗೆ 10.30ಕ್ಕೆ ಕಲೆಕ್ಟರೇಟ್‌ನಲ್ಲಿ ಸಭೆ ನಡೆಯಲಿದೆ. ಸಾರ್ವಜನಿಕರು ದೂರುಗಳನ್ನು ನೀಡಬಹುದು. bbox=[17, 425, 278, 484]
story-para-1: ಭಾರತೀಯ ಜನತಾ ಪಕ್ಷದ ಧ್ವಜವನ್ನು ನಾಡಿನ್ವ ಮಾಡಿ ಪ್ರಚಾರ ನಡೆಸಿದ ಕಾರ್ಯಕರ್ತರನ್ನು ಅಭಿನಂದಿಸಲಾಯಿತು. ಸ್ಥಳೀಯ ಸಂಸ್ಥೆ ಚುನಾವಣೆಯಲ್ಲಿ ಗೆಲುವು ಸಾಧಿಸಿದ ಅಭ್ಯರ್ಥಿಗಳನ್ನು ಸನ್ಮಾನಿಸಲಾಯಿತು. ಪಕ್ಷದ ಸಂಘಟನೆಯನ್ನು ಮತ್ತಷ್ಟು ಬಲಪಡಿಸಲು ಕಾರ್ಯಕರ್ತರು ಶ್ರಮಿಸಬೇಕು ಎಂದು ಮುಖಂಡರು ಕರೆ ನೀಡಿದರು. bbox=[708, 779, 836, 931]
list-item[interactable] bbox=[1126, 1482, 1525, 1618]
photo-subtext: ಶಿಕ್ಷಣ ಇಲಾಖೆಯ ಪ್ರಗತಿ ಪರಿಶೀಲನೆ ನಡೆಯಿತು. ಶಾಲಾ ಕಟ್ಟಡಗಳ ದುರಸ್ತಿ ಕಾಮಗಾರಿಗಳನ್ನು ಶೀಘ್ರ ಪೂರ್ಣಗೊಳಿಸಬೇಕೆಂದು ಸೂಚಿಸಲಾಯಿತು. bbox=[575, 421, 829, 446]
list-item[interactable] bbox=[1126, 1095, 1525, 1262]
list-item[interactable] bbox=[17, 180, 278, 286]
sidebar-briefs-column bbox=[17, 134, 288, 1052]
photo-caption: ಬದಿಯಡ್ಕ ಗ್ರಾಮ ಪಂಚಾಯತ್‌ನ ನೂತನ ಅಧ್ಯಕ್ಷರಾಗಿ ಲಿಖಿತಾ ಡಿ. ತೀರ್ಥ್ ಹಾಗೂ ಉಪಾಧ್ಯಕ್ಷರಾಗಿ ಲಿಖಿತಾದ ಕೆ.ಪಿ.ಎಂ. ಅವರು ಸನ್ಮಾನಿಸಲಾಗಿ. ಅವರನ್ನು ಅಭಿನಂದಿಸಿ ವಿಜಯೋತ್ಸವ ಮೆರವಣಿಗೆಯು ಬದಿಯಡ್ಕ ಪೇಟೆಯಲ್ಲಿ ಅದ್ಧೂರಿಯಾಗಿ ಸಾಗಿತು. bbox=[1126, 882, 1525, 907]
list-item[interactable] bbox=[1126, 742, 1525, 909]
bottom-headline: ಜಿಲ್ಲೆಯ 6 ಬ್ಲಾಕ್ ಪಂಚಾಯತ್‌ಗಳಲ್ಲಿ ಅಧ್ಯಕ್ಷ - ಉಪಾಧ್ಯಕ್ಷರಿಂದ ಪ್ರಮಾಣ ವಚನ ಸ್ವೀಕಾರ bbox=[348, 1845, 1194, 1879]
brief-dateline: ಕಾಸರಗೋಡು: bbox=[17, 948, 65, 960]
edition-code: ಪ್ರ ಟ ಸಂ ಬೈ bbox=[1477, 107, 1520, 120]
story-para-1: ಶಿಬಿರದ ಉದ್ಘಾಟನಾ ಸಮಾರಂಭದಲ್ಲಿ ಮುಖ್ಯ ಅತಿಥಿಗಳಾಗಿ ಭಾಗವಹಿಸಿ ಮಾತನಾಡಿದ ಅವರು, ವಿದ್ಯಾರ್ಥಿಗಳು ಸಮಾಜ ಸೇವೆಯಲ್ಲಿ ತೊಡಗಿಸಿಕೊಳ್ಳುವ ಮೂಲಕ ವ್ಯಕ್ತಿತ್ವ ವಿಕಸನ ಸಾಧಿಸಬೇಕು ಎಂದು ಹೇಳಿದರು. ಏಳು ದಿನಗಳ ಶಿಬಿರದಲ್ಲಿ ಸ್ವಚ್ಛತಾ ಕಾರ್ಯ, ಪರಿಸರ ಸಂರಕ್ಷಣೆ, ಆರೋಗ್ಯ ಜಾಗೃತಿ ಕಾರ್ಯಕ್ರಮಗಳು ನಡೆಯಲಿವೆ. bbox=[299, 822, 489, 912]
brief-heading: ಡಿ.30: ರಾಜ್ಯ ಆಹಾರ ಆಯೋಗದ ತಂಡ ಭೇಟಿ bbox=[17, 397, 273, 418]
honour-photo bbox=[1126, 1095, 1527, 1231]
story-dateline: ಕೇರಳ: bbox=[708, 779, 730, 792]
box-subheading: ರಾ.ಹೆ.ಮ್ಯಾನ್‌ಗಳಿಗೆ ಕ್ರಮ ಕೈಗೊಳ್ಳಬೇಕು bbox=[984, 444, 1113, 456]
list-item[interactable] bbox=[17, 898, 278, 1041]
story-para-3: ಮುಂದಿನ ದಿನಗಳಲ್ಲಿ ಕ್ಷೇತ್ರದ ಅಭಿವೃದ್ಧಿಗೆ ಆದ್ಯತೆ ನೀಡಲಾಗುವುದು ಎಂದು ತಿಳಿಸಿದರು. ಕಾರ್ಯಕ್ರಮದಲ್ಲಿ ಹೆಚ್ಚಿನ ಸಂಖ್ಯೆಯಲ್ಲಿ ಕಾರ್ಯಕರ್ತರು ಭಾಗವಹಿಸಿದ್ದರು. ಸಿಹಿ ಹಂಚಿ ಸಂಭ್ರಮಾಚರಣೆ ನಡೆಸಲಾಯಿತು. ಅಂತ್ಯದಲ್ಲಿ ವಂದನಾರ್ಪಣೆ ಸಲ್ಲಿಸಲಾಯಿತು. bbox=[978, 779, 1105, 900]
story-dateline: ಕಾಸರಗೋಡು: bbox=[299, 1707, 346, 1720]
sidebar-title-right: ಮು ತ್ತ bbox=[170, 137, 228, 162]
qr-line-3: ಈ QRಕೋಡ್ ಸ್ಕ್ಯಾನ್ ಮಾಡಿ bbox=[104, 54, 200, 66]
lead-column-2 bbox=[437, 226, 566, 545]
story-bjp-felicitation[interactable] bbox=[708, 565, 1115, 933]
qr-line-2: Google Lens ನಲ್ಲಿ bbox=[104, 39, 183, 52]
list-item[interactable] bbox=[17, 397, 278, 487]
divider bbox=[17, 1887, 1525, 1888]
block-title: ನೀಲೇಶ್ವರಂ ಬ್ಲಾಕ್ ಪಂಚಾಯತ್ bbox=[1239, 1896, 1372, 1912]
lead-story[interactable] bbox=[299, 134, 1525, 545]
list-item[interactable] bbox=[17, 296, 278, 386]
sidebar-title bbox=[17, 134, 278, 173]
brief-body: 2025ನೇ ಸಾಲಿನ ನಿರ್ವಹಣಾ ಕಾರ್ಯಗಳ ಸಂಘದ ಸದಸ್ಯತ್ವ ನವೀಕರಣ ಡಿಸೆಂಬರ್ 31ರೊಳಗೆ ಪೂರ್ಣಗೊಳಿಸಬೇಕು. ನವೀಕರಿಸದ ಸದಸ್ಯರಿಗೆ ಮುಂದಿನ ವರ್ಷದಲ್ಲಿ ಸೌಲಭ್ಯಗಳು ಲಭ್ಯವಾಗುವುದಿಲ್ಲ ಎಂದು ಸಂಘದ ಅಧ್ಯಕ್ಷರು ತಿಳಿಸಿದ್ದಾರೆ. ಹೆಚ್ಚಿನ ಮಾಹಿತಿಗೆ ಕಚೇರಿಯನ್ನು ಸಂಪರ್ಕಿಸಬಹುದು. bbox=[17, 694, 278, 753]
brief-heading: ಸದಸ್ಯತ್ವ ನವೀಕರಣೆ bbox=[17, 666, 124, 687]
photo-stack-column-2 bbox=[1126, 1482, 1525, 1627]
sidebar-title-left: ಸು ತ್ತ bbox=[67, 137, 114, 162]
masthead bbox=[17, 14, 1525, 98]
qr-line-4: WhatsApp ಗ್ರೂಪ್ ಇಂದೇ ಸೇರಿ bbox=[104, 68, 216, 81]
story-body bbox=[299, 1706, 687, 1826]
story-madhur-panchayat[interactable] bbox=[708, 1482, 1115, 1805]
list-item[interactable] bbox=[1126, 565, 1525, 732]
mid-section-2 bbox=[299, 1482, 1525, 1826]
brief-dateline: ಕಾಸರಗೋಡು: bbox=[17, 694, 65, 706]
open-book-icon bbox=[122, 134, 164, 165]
list-item[interactable] bbox=[17, 766, 278, 887]
issue-number: 5 bbox=[1145, 29, 1180, 98]
contact-links: website hosadiganthaa.com | E-paper epaper.hosadigantha.com | Email diganthamlr@gmail.com | Twitter HosadiganthaWeb bbox=[481, 107, 1146, 121]
story-dateline: ಕಾಸರಗೋಡು: bbox=[708, 1707, 755, 1720]
lead-col3-text: ಜಿಲ್ಲೆಯ ಪ್ರವಾಸೋದ್ಯಮ ಅಭಿವೃದ್ಧಿಗೆ ವಿಶೇಷ ಯೋಜನೆ ರೂಪಿಸಲು ಸಭೆ ನಿರ್ಧರಿಸಿತು. ಬೇಕಲ ಕೋಟೆ ಸೇರಿದಂತೆ ಪ್ರಮುಖ ಪ್ರವಾಸಿ ತಾಣಗಳ ಅಭಿವೃದ್ಧಿಗೆ ಒತ್ತು ನೀಡಲಾಗುವುದು. ಆರೋಗ್ಯ ಕೇಂದ್ರಗಳಲ್ಲಿ ಸಿಬ್ಬಂದಿ ಕೊರತೆ ನೀಗಿಸಲು ಕ್ರಮ ಕೈಗೊಳ್ಳುವಂತೆ ತಿಳಿಸಲಾಯಿತು. ಅಂಗನವಾಡಿ ಕೇಂದ್ರಗಳ ಸುಧಾರಣೆ, ಪಡಿತರ ವಿತರಣೆ ವ್ಯವಸ್ಥೆ ಕುರಿತು ಚರ್ಚೆ ನಡೆಯಿತು. ಜಲಜೀವನ ಮಿಷನ್ ಯೋಜನೆಯ ಪ್ರಗತಿ ಬಗ್ಗೆ ವಿವರವಾದ ವರದಿ ಮಂಡಿಸಲಾಯಿತು. bbox=[838, 227, 967, 412]
photo-stack-column bbox=[1126, 565, 1525, 1462]
qr-instructions bbox=[104, 24, 215, 83]
story-body bbox=[299, 821, 687, 920]
brief-dateline: ಕಾಸರಗೋಡು: bbox=[17, 425, 65, 437]
lead-headline: ಅಭಿವೃದ್ಧಿ ಯೋಜನೆ ಜಾರಿಗೆ ವಿವಿಧ ನಿರ್ಣಯ ಅಂಗೀಕಾರ bbox=[567, 167, 1256, 211]
brief-text bbox=[17, 693, 278, 756]
story-signature: ಕೆ.ಕೆ.ಸೋಮನ್ ಜೆ.ಪಂ.ಅಧ್ಯಕ್ಷ bbox=[299, 1775, 394, 1787]
